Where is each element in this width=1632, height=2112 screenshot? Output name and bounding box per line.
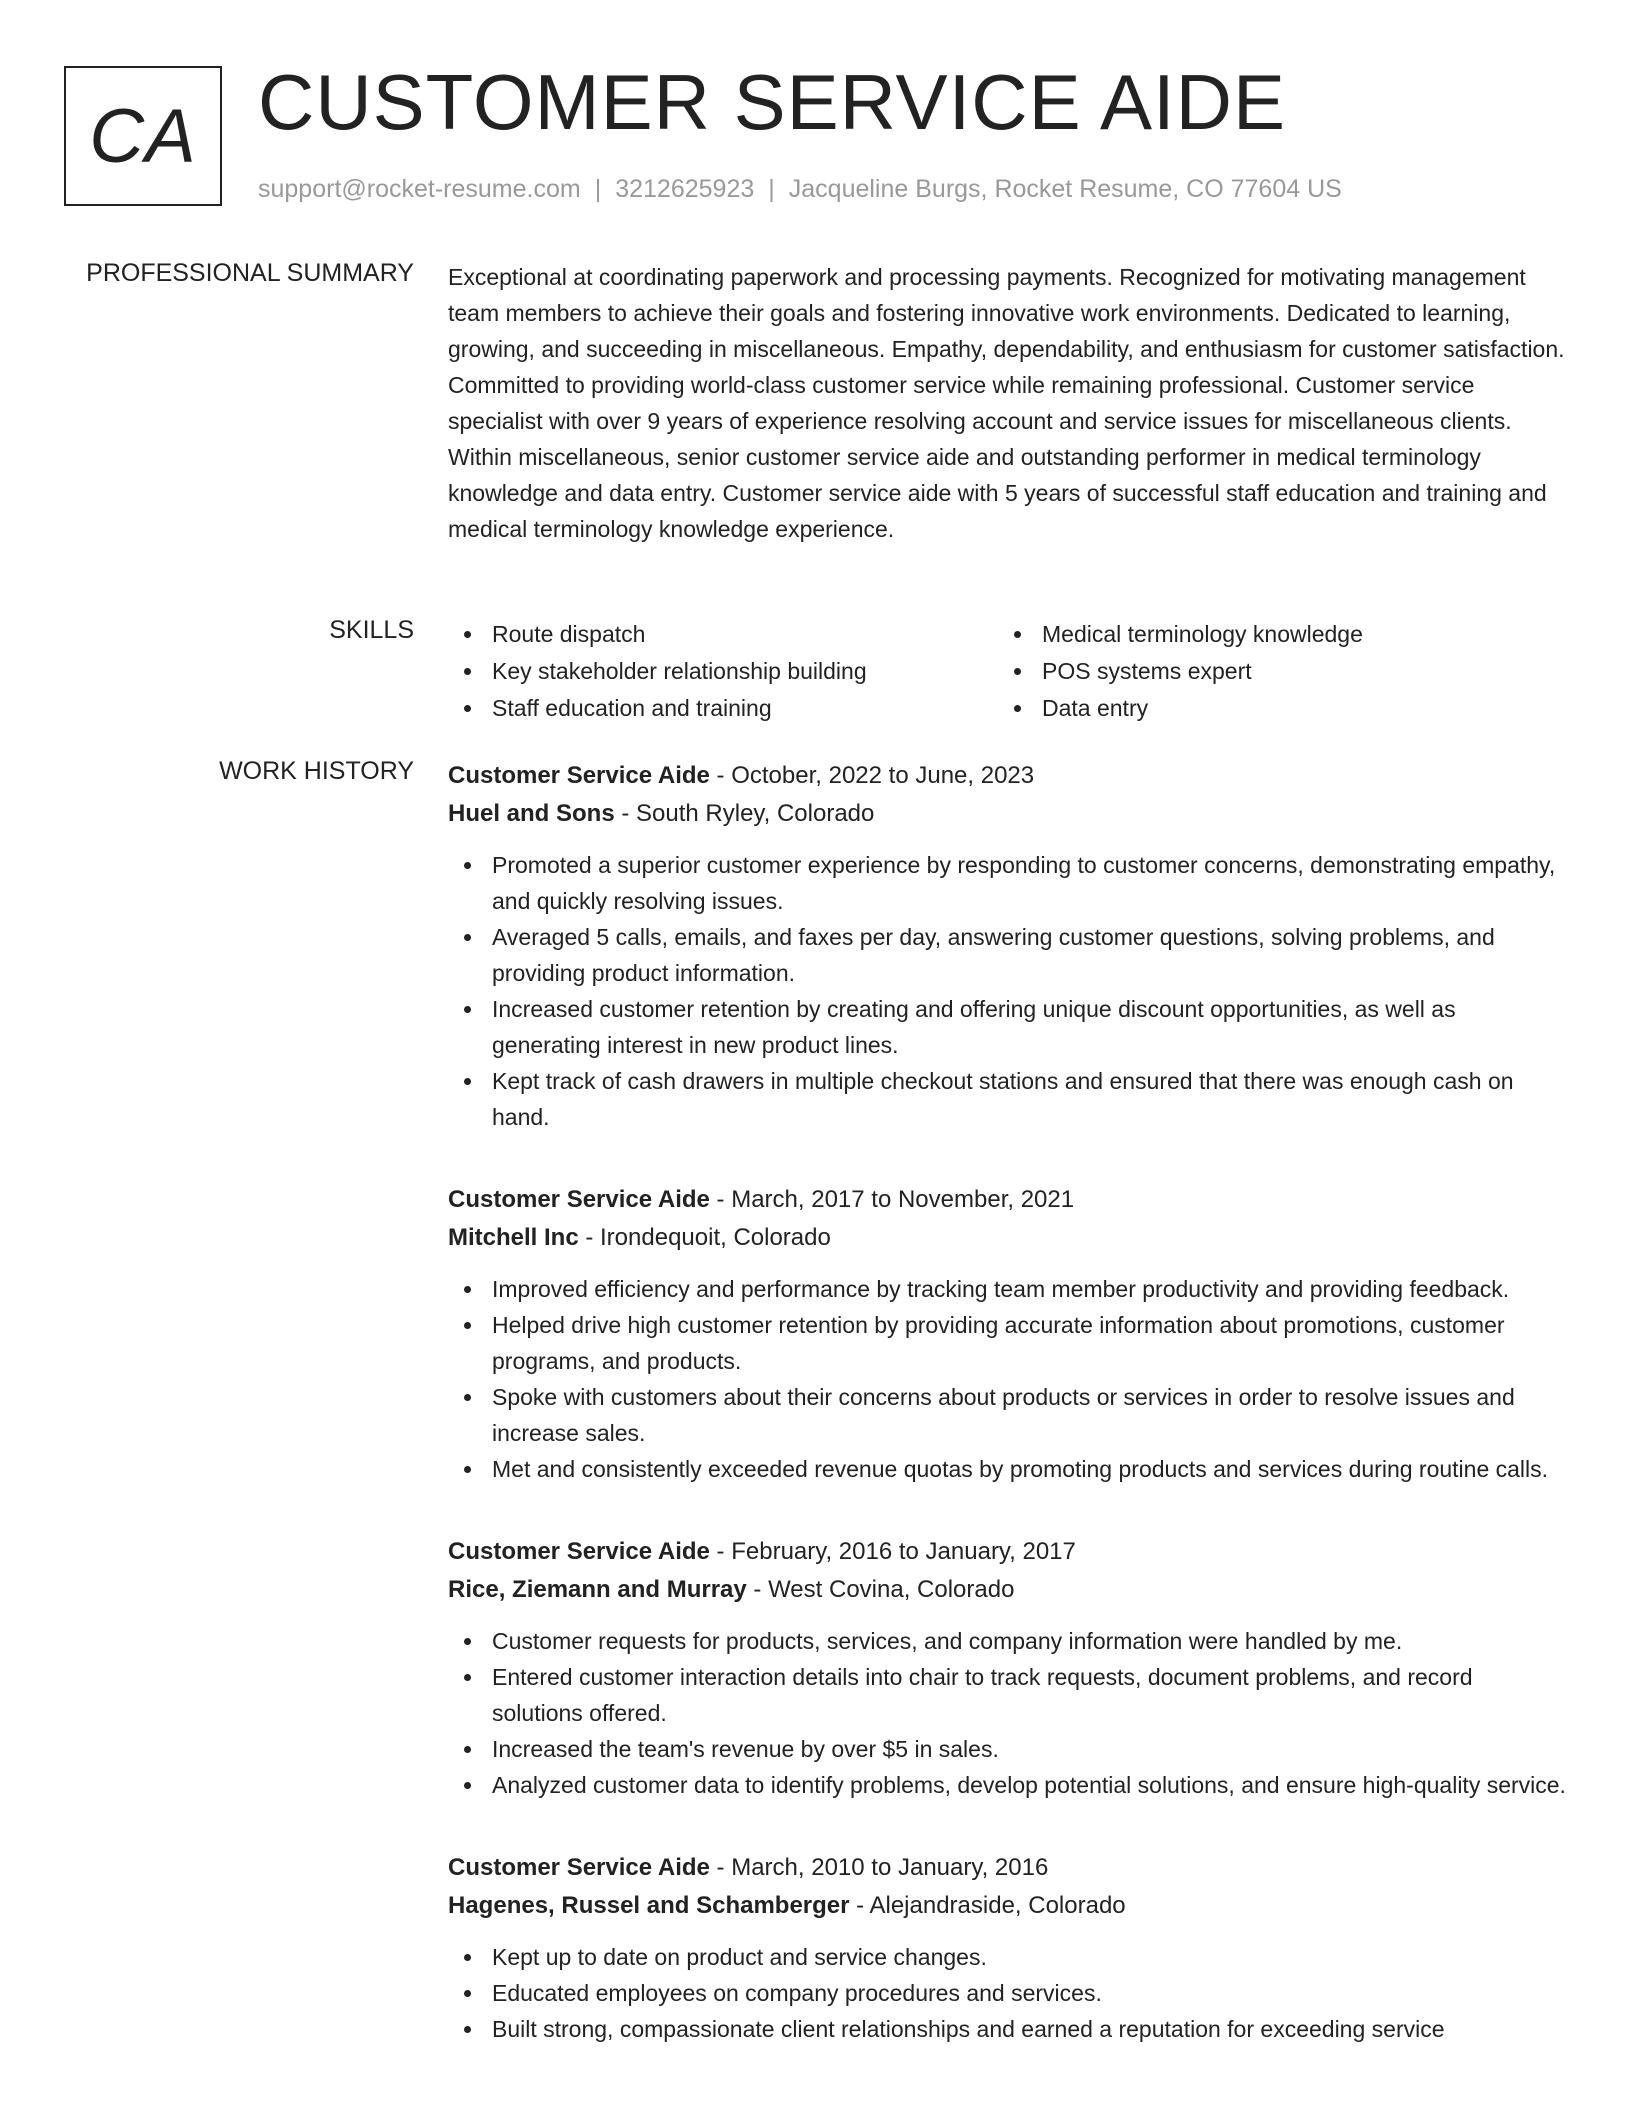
skill-item: Key stakeholder relationship building	[448, 653, 998, 690]
job-title: Customer Service Aide	[448, 1538, 710, 1565]
work-history-body	[448, 757, 1568, 2093]
skills-heading: SKILLS	[329, 616, 414, 644]
job-bullet-list	[448, 847, 1568, 1135]
work-history-heading: WORK HISTORY	[219, 757, 414, 785]
job-bullet-list	[448, 1939, 1568, 2047]
job-bullet: Entered customer interaction details into chair to track requests, document problems, and record solutions offered.	[448, 1659, 1568, 1731]
job-bullet: Analyzed customer data to identify problems, develop potential solutions, and ensure high-quality service.	[448, 1767, 1568, 1803]
job-company: Hagenes, Russel and Schamberger	[448, 1892, 850, 1919]
job-dates: - March, 2017 to November, 2021	[709, 1186, 1075, 1213]
job-bullet-list	[448, 1271, 1568, 1487]
contact-email: support@rocket-resume.com	[258, 175, 581, 203]
contact-address: Jacqueline Burgs, Rocket Resume, CO 77604 US	[788, 175, 1342, 203]
job-dates: - February, 2016 to January, 2017	[709, 1538, 1076, 1565]
summary-text: Exceptional at coordinating paperwork and processing payments. Recognized for motivating management team members to achieve their goals and fostering innovative work environments. Dedicated to learning, growing, and succeeding in miscellaneous. Empathy, dependability, and enthusiasm for customer satisfaction. Committed to providing world-class customer service while remaining professional. Customer service specialist with over 9 years of experience resolving account and service issues for miscellaneous clients. Within miscellaneous, senior customer service aide and outstanding performer in medical terminology knowledge and data entry. Customer service aide with 5 years of successful staff education and training and medical terminology knowledge experience.	[448, 264, 1565, 542]
job-title-line	[448, 1533, 1568, 1571]
skills-list-left	[448, 616, 998, 727]
contact-separator: |	[768, 175, 775, 203]
job-bullet: Spoke with customers about their concerns about products or services in order to resolve issues and increase sales.	[448, 1379, 1568, 1451]
job-bullet: Kept up to date on product and service changes.	[448, 1939, 1568, 1975]
job-location: - Irondequoit, Colorado	[578, 1224, 831, 1251]
job-title-line	[448, 1181, 1568, 1219]
job-entry	[448, 757, 1568, 1135]
skills-list-right	[998, 616, 1548, 727]
job-location: - South Ryley, Colorado	[614, 800, 875, 827]
job-company: Huel and Sons	[448, 800, 615, 827]
job-bullet-list	[448, 1623, 1568, 1803]
job-bullet: Promoted a superior customer experience by responding to customer concerns, demonstrating empathy, and quickly resolving issues.	[448, 847, 1568, 919]
job-bullet: Kept track of cash drawers in multiple checkout stations and ensured that there was enough cash on hand.	[448, 1063, 1568, 1135]
contact-phone: 3212625923	[615, 175, 755, 203]
job-entry	[448, 1181, 1568, 1487]
job-bullet: Improved efficiency and performance by tracking team member productivity and providing feedback.	[448, 1271, 1568, 1307]
summary-heading: PROFESSIONAL SUMMARY	[86, 259, 414, 287]
job-title-line	[448, 757, 1568, 795]
skill-item: Data entry	[998, 690, 1548, 727]
job-dates: - October, 2022 to June, 2023	[709, 762, 1035, 789]
job-bullet: Increased customer retention by creating and offering unique discount opportunities, as well as generating interest in new product lines.	[448, 991, 1568, 1063]
job-company-line	[448, 1571, 1568, 1609]
skills-body	[448, 616, 1568, 727]
job-company-line	[448, 795, 1568, 833]
job-bullet: Increased the team's revenue by over $5 in sales.	[448, 1731, 1568, 1767]
summary-body	[448, 259, 1568, 547]
job-bullet: Helped drive high customer retention by providing accurate information about promotions, customer programs, and products.	[448, 1307, 1568, 1379]
job-company: Rice, Ziemann and Murray	[448, 1576, 747, 1603]
monogram-initials: CA	[64, 66, 222, 206]
job-location: - Alejandraside, Colorado	[849, 1892, 1126, 1919]
job-bullet: Educated employees on company procedures and services.	[448, 1975, 1568, 2011]
skill-item: Staff education and training	[448, 690, 998, 727]
job-title-line	[448, 1849, 1568, 1887]
job-entry	[448, 1849, 1568, 2047]
resume-title: CUSTOMER SERVICE AIDE	[258, 58, 1287, 146]
job-company-line	[448, 1887, 1568, 1925]
job-dates: - March, 2010 to January, 2016	[709, 1854, 1049, 1881]
job-bullet: Customer requests for products, services, and company information were handled by me.	[448, 1623, 1568, 1659]
skill-item: POS systems expert	[998, 653, 1548, 690]
job-entry	[448, 1533, 1568, 1803]
skill-item: Medical terminology knowledge	[998, 616, 1548, 653]
job-location: - West Covina, Colorado	[746, 1576, 1015, 1603]
job-bullet: Averaged 5 calls, emails, and faxes per day, answering customer questions, solving problems, and providing product information.	[448, 919, 1568, 991]
job-company-line	[448, 1219, 1568, 1257]
contact-line	[258, 175, 1342, 204]
job-title: Customer Service Aide	[448, 1854, 710, 1881]
job-bullet: Met and consistently exceeded revenue quotas by promoting products and services during routine calls.	[448, 1451, 1568, 1487]
job-title: Customer Service Aide	[448, 762, 710, 789]
contact-separator: |	[594, 175, 602, 203]
job-title: Customer Service Aide	[448, 1186, 710, 1213]
job-company: Mitchell Inc	[448, 1224, 579, 1251]
skill-item: Route dispatch	[448, 616, 998, 653]
job-bullet: Built strong, compassionate client relationships and earned a reputation for exceeding service	[448, 2011, 1568, 2047]
